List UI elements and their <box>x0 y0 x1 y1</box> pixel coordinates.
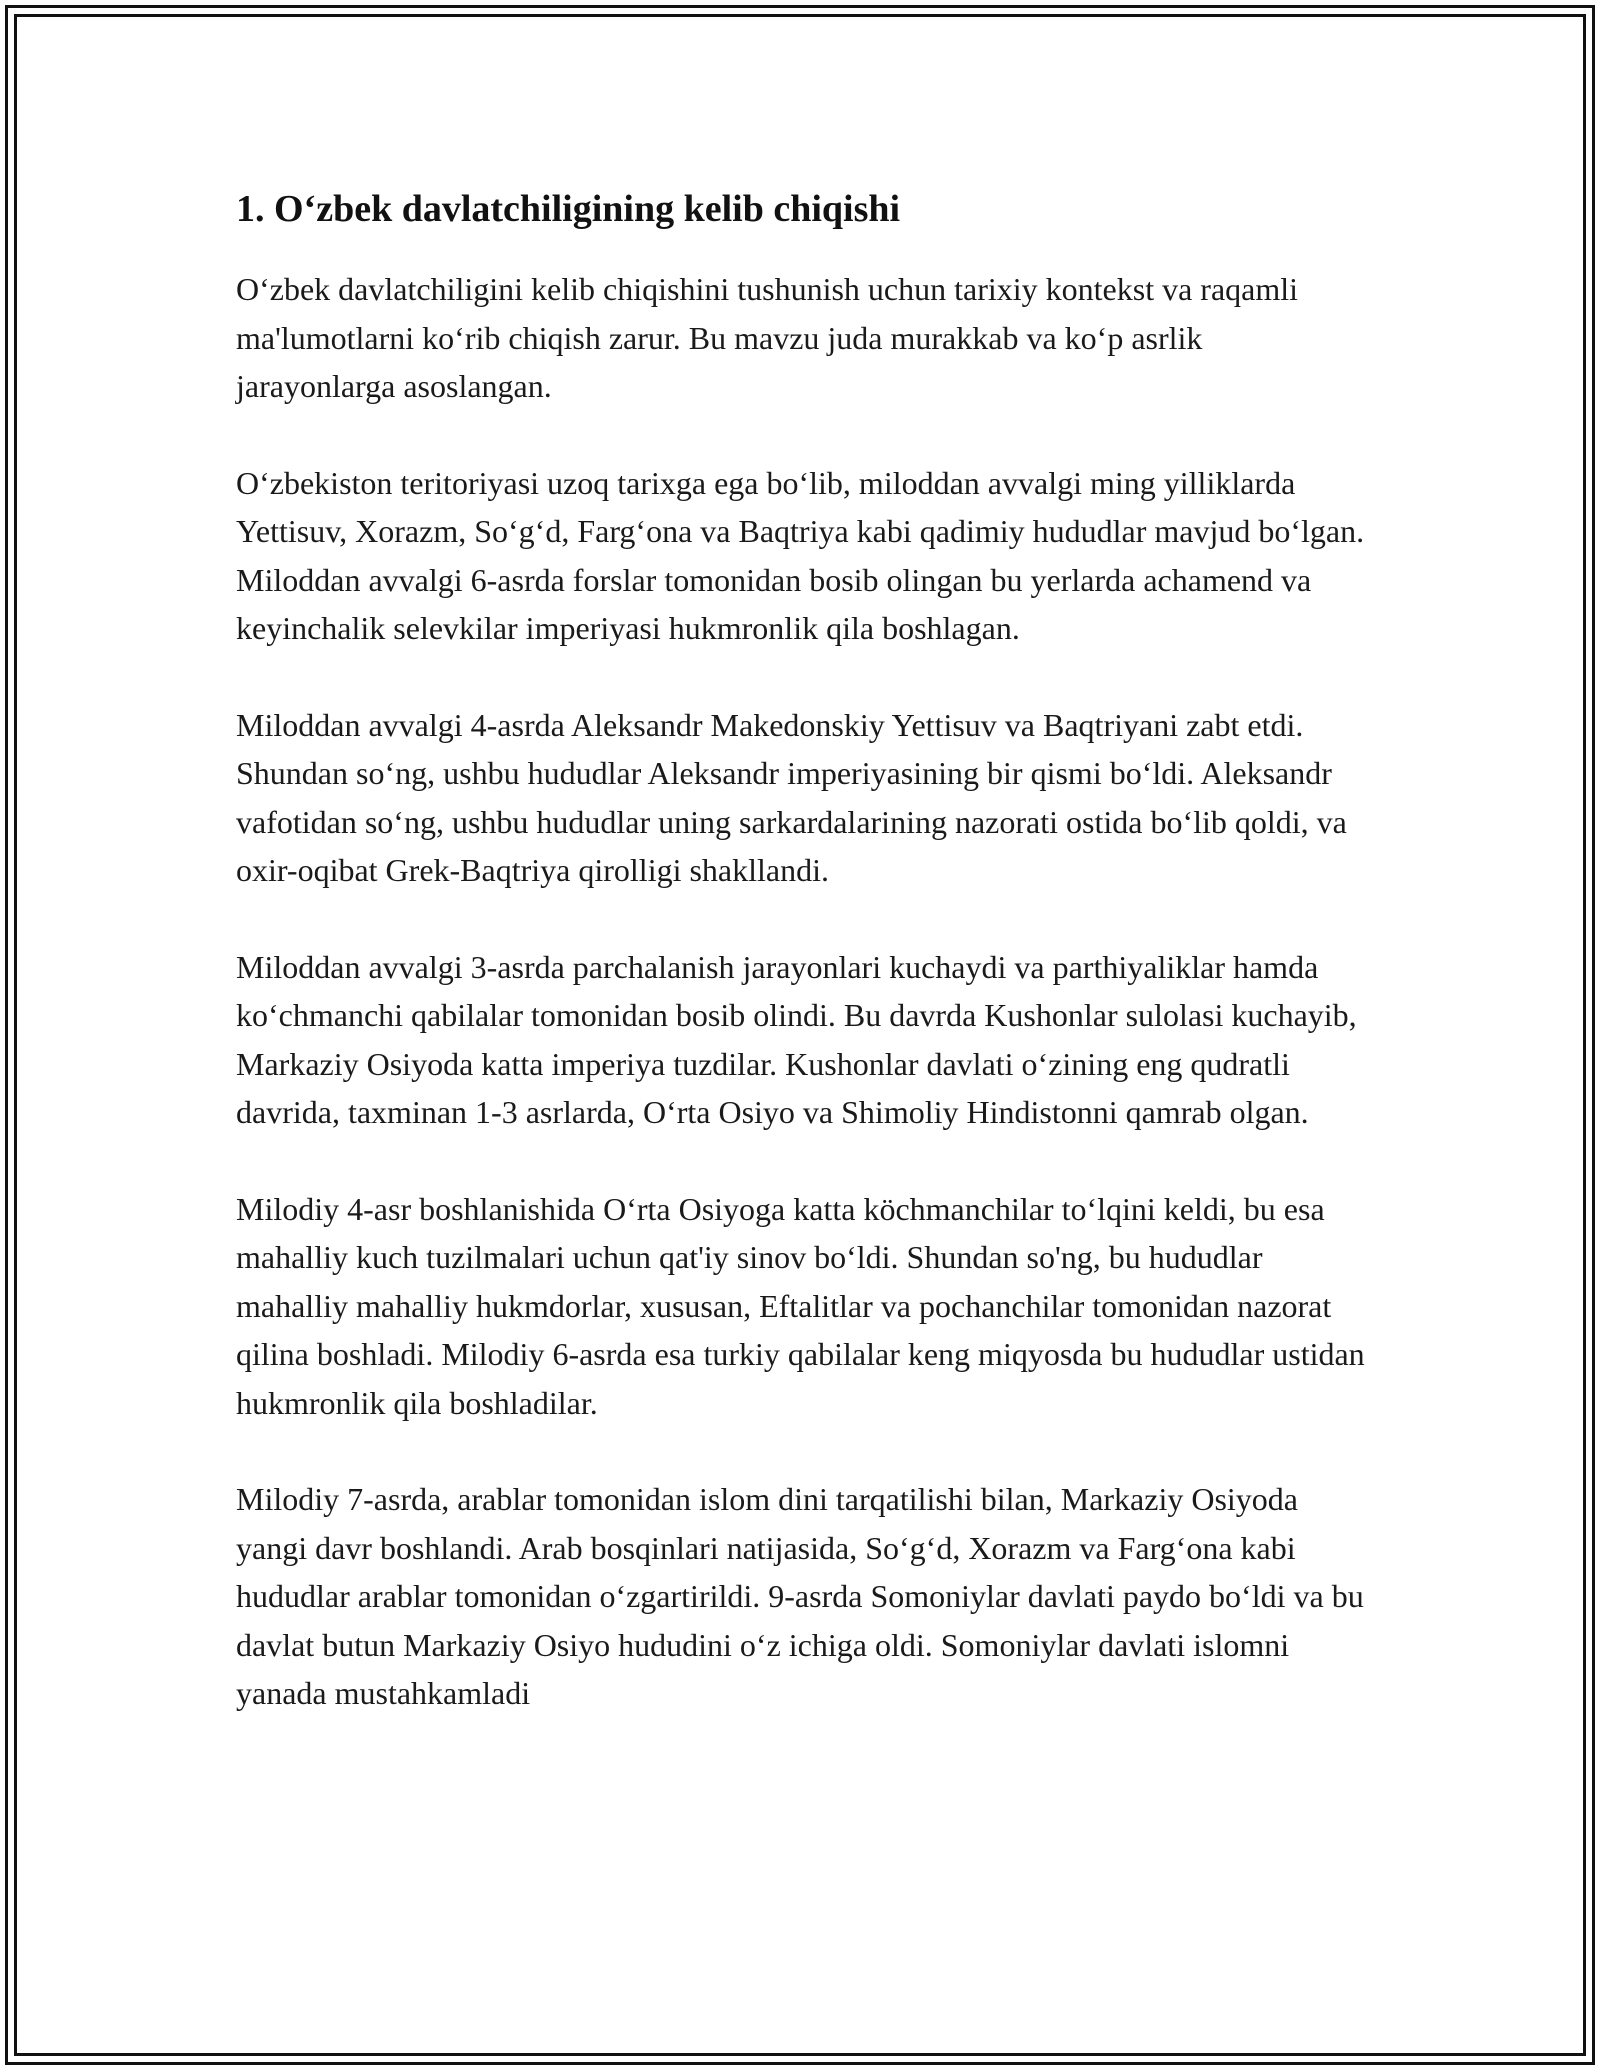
paragraph-ancient-regions: O‘zbekiston teritoriyasi uzoq tarixga ega bo‘lib, miloddan avvalgi ming yilliklarda Yettisuv, Xorazm, So‘g‘d, Farg‘ona va Baqtriya kabi qadimiy hududlar mavjud bo‘lgan. Miloddan avvalgi 6-asrda forslar tomonidan bosib olingan bu yerlarda achamend va keyinchalik selevkilar imperiyasi hukmronlik qila boshlagan. <box>236 464 1365 646</box>
paragraph-arab-samanid: Milodiy 7-asrda, arablar tomonidan islom dini tarqatilishi bilan, Markaziy Osiyoda yangi davr boshlandi. Arab bosqinlari natijasida, So‘g‘d, Xorazm va Farg‘ona kabi hududlar arablar tomonidan o‘zgartirildi. 9-asrda Somoniylar davlati paydo bo‘ldi va bu davlat butun Markaziy Osiyo hududini o‘z ichiga oldi. Somoniylar davlati islomni yanada mustahkamladi <box>236 1481 1364 1711</box>
section-heading: 1. O‘zbek davlatchiligining kelib chiqishi <box>236 188 901 230</box>
document-body <box>236 185 1366 1766</box>
paragraph-alexander: Miloddan avvalgi 4-asrda Aleksandr Makedonskiy Yettisuv va Baqtriyani zabt etdi. Shundan so‘ng, ushbu hududlar Aleksandr imperiyasining bir qismi bo‘ldi. Aleksandr vafotidan so‘ng, ushbu hududlar uning sarkardalarining nazorati ostida bo‘lib qoldi, va oxir-oqibat Grek-Baqtriya qirolligi shakllandi. <box>236 706 1347 888</box>
paragraph-nomads: Milodiy 4-asr boshlanishida O‘rta Osiyoga katta köchmanchilar to‘lqini keldi, bu esa mahalliy kuch tuzilmalari uchun qat'iy sinov bo‘ldi. Shundan so'ng, bu hududlar mahalliy mahalliy hukmdorlar, xususan, Eftalitlar va pochanchilar tomonidan nazorat qilina boshladi. Milodiy 6-asrda esa turkiy qabilalar keng miqyosda bu hududlar ustidan hukmronlik qila boshladilar. <box>236 1190 1365 1421</box>
paragraph-kushan: Miloddan avvalgi 3-asrda parchalanish jarayonlari kuchaydi va parthiyaliklar hamda ko‘chmanchi qabilalar tomonidan bosib olindi. Bu davrda Kushonlar sulolasi kuchayib, Markaziy Osiyoda katta imperiya tuzdilar. Kushonlar davlati o‘zining eng qudratli davrida, taxminan 1-3 asrlarda, O‘rta Osiyo va Shimoliy Hindistonni qamrab olgan. <box>236 948 1357 1130</box>
paragraph-intro: O‘zbek davlatchiligini kelib chiqishini tushunish uchun tarixiy kontekst va raqamli ma'lumotlarni ko‘rib chiqish zarur. Bu mavzu juda murakkab va ko‘p asrlik jarayonlarga asoslangan. <box>236 271 1299 404</box>
